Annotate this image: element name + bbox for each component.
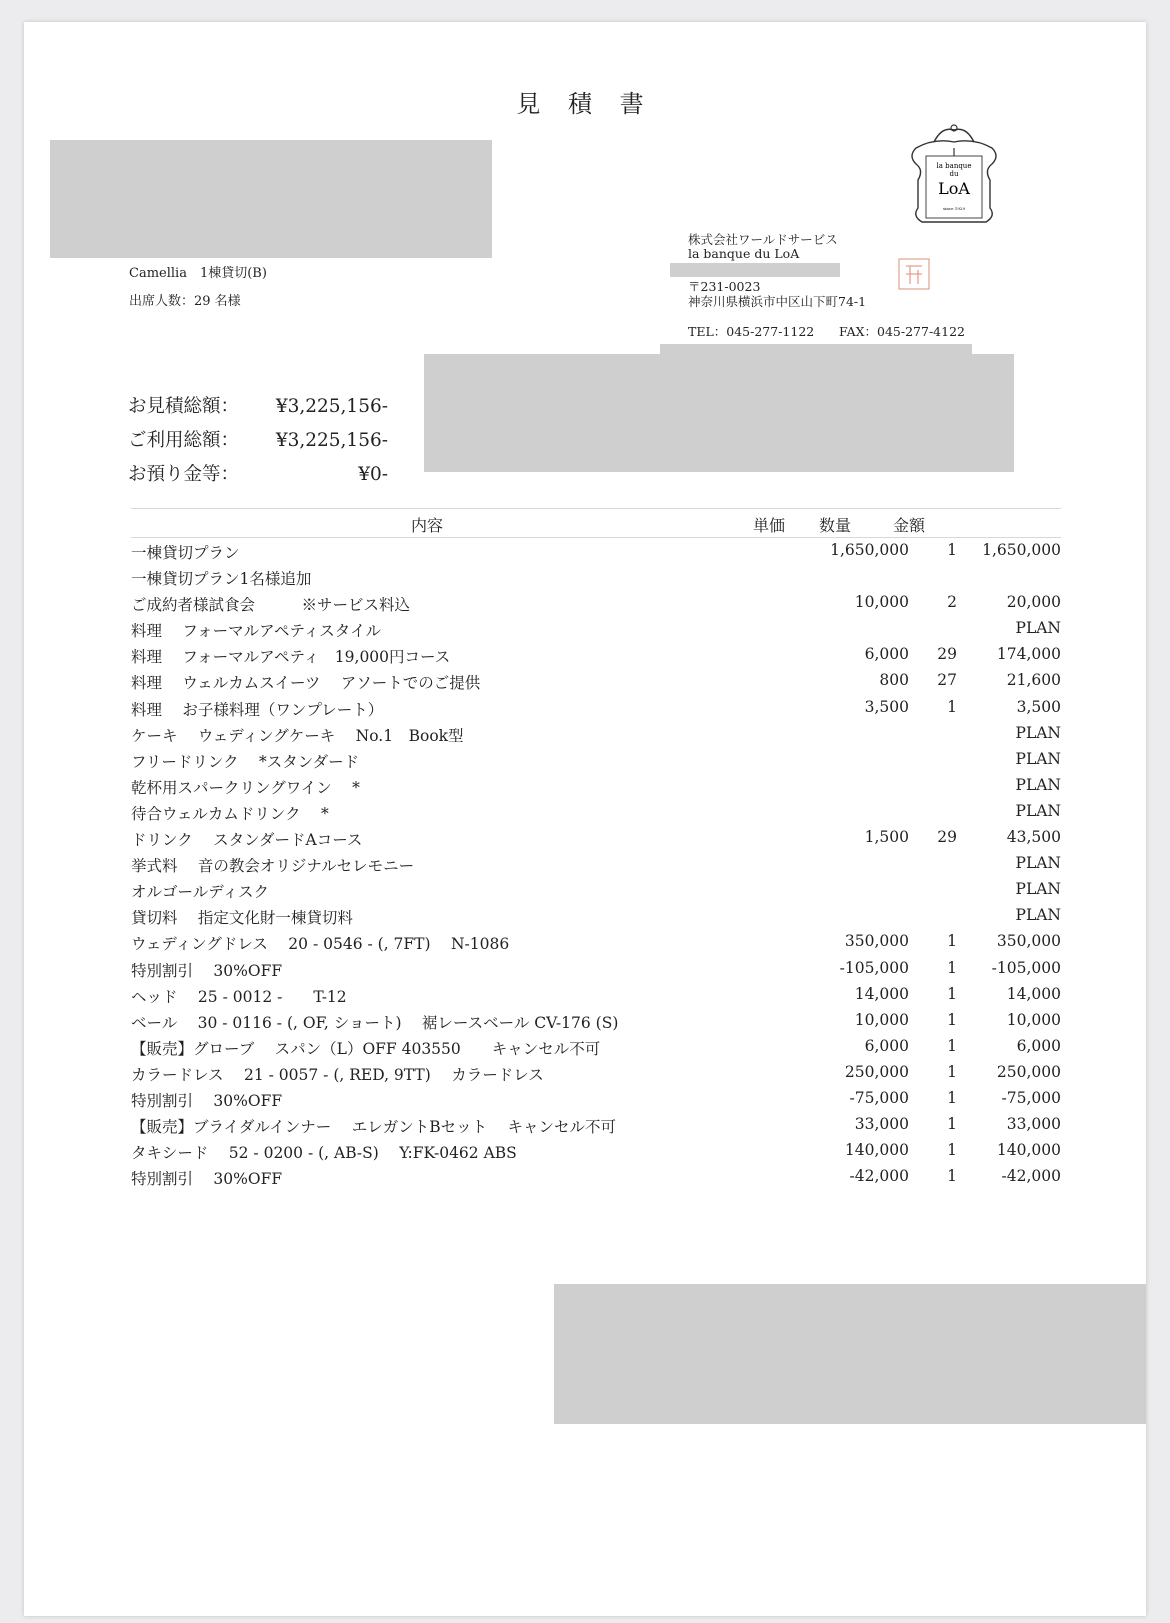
table-row bbox=[131, 1111, 1061, 1137]
table-row bbox=[131, 537, 1061, 563]
venue-name: la banque du LoA bbox=[688, 246, 800, 261]
table-row bbox=[131, 981, 1061, 1007]
company-seal bbox=[896, 256, 932, 292]
item-amount: 21,600 bbox=[1006, 671, 1061, 690]
table-row bbox=[131, 667, 1061, 693]
line-items bbox=[131, 537, 1061, 1189]
item-unit-price: 3,500 bbox=[864, 697, 909, 716]
item-description: ウェディングドレス 20 - 0546 - (, 7FT) N-1086 bbox=[131, 935, 510, 954]
attendee-count: 出席人数：29 名様 bbox=[129, 294, 241, 309]
table-row bbox=[131, 694, 1061, 720]
table-row bbox=[131, 1033, 1061, 1059]
logo-text-line2: du bbox=[949, 170, 959, 178]
item-description: ドリンク スタンダードAコース bbox=[131, 831, 363, 850]
item-unit-price: 10,000 bbox=[854, 1010, 909, 1029]
item-quantity: 1 bbox=[947, 1036, 957, 1055]
item-unit-price: -42,000 bbox=[849, 1167, 909, 1186]
company-address: 神奈川県横浜市中区山下町74-1 bbox=[688, 294, 867, 309]
estimate-total-value: ¥3,225,156- bbox=[275, 396, 388, 417]
item-quantity: 1 bbox=[947, 984, 957, 1003]
item-amount: 1,650,000 bbox=[982, 541, 1061, 559]
redacted-strip-right bbox=[660, 344, 972, 356]
company-name: 株式会社ワールドサービス bbox=[688, 232, 838, 247]
item-amount: 33,000 bbox=[1006, 1115, 1061, 1134]
table-row bbox=[131, 615, 1061, 641]
item-quantity: 1 bbox=[947, 1088, 957, 1107]
item-amount: -75,000 bbox=[1001, 1088, 1061, 1107]
item-description: 一棟貸切プラン1名様追加 bbox=[131, 570, 312, 589]
item-unit-price: -105,000 bbox=[839, 958, 909, 977]
item-unit-price: 33,000 bbox=[854, 1115, 909, 1134]
item-amount: 250,000 bbox=[996, 1062, 1061, 1081]
item-amount: 10,000 bbox=[1006, 1010, 1061, 1029]
crest-icon bbox=[904, 120, 1004, 232]
item-description: カラードレス 21 - 0057 - (, RED, 9TT) カラードレス bbox=[131, 1065, 544, 1084]
item-amount: PLAN bbox=[1015, 801, 1061, 820]
table-row bbox=[131, 589, 1061, 615]
item-quantity: 1 bbox=[947, 1062, 957, 1081]
item-amount: 14,000 bbox=[1006, 984, 1061, 1003]
redacted-block-customer bbox=[50, 140, 492, 258]
item-description: 乾杯用スパークリングワイン * bbox=[131, 778, 360, 797]
item-amount: 43,500 bbox=[1006, 828, 1061, 847]
plan-name: Camellia 1棟貸切(B) bbox=[129, 266, 267, 281]
item-amount: PLAN bbox=[1015, 880, 1061, 899]
item-description: 特別割引 30%OFF bbox=[131, 1091, 283, 1110]
item-description: オルゴールディスク bbox=[131, 883, 269, 902]
item-quantity: 1 bbox=[947, 1010, 957, 1029]
item-amount: 350,000 bbox=[996, 932, 1061, 951]
table-row bbox=[131, 1007, 1061, 1033]
deposit-total bbox=[128, 460, 388, 486]
item-description: 料理 フォーマルアペティ 19,000円コース bbox=[131, 648, 451, 667]
header-amount: 金額 bbox=[893, 516, 926, 535]
postal-code: 〒231-0023 bbox=[688, 279, 761, 294]
item-description: 待合ウェルカムドリンク * bbox=[131, 804, 329, 823]
item-unit-price: 350,000 bbox=[844, 932, 909, 951]
table-row bbox=[131, 928, 1061, 954]
header-qty: 数量 bbox=[819, 516, 852, 535]
item-quantity: 1 bbox=[947, 697, 957, 716]
item-unit-price: 800 bbox=[879, 671, 909, 690]
table-row bbox=[131, 1059, 1061, 1085]
deposit-value: ¥0- bbox=[358, 464, 388, 485]
item-amount: 3,500 bbox=[1016, 697, 1061, 716]
item-amount: PLAN bbox=[1015, 906, 1061, 925]
item-quantity: 2 bbox=[947, 593, 957, 612]
venue-logo bbox=[904, 120, 1004, 232]
item-description: ヘッド 25 - 0012 - T-12 bbox=[131, 987, 347, 1006]
item-description: ご成約者様試食会 ※サービス料込 bbox=[131, 596, 411, 615]
logo-text-line4: since 1929 bbox=[943, 206, 965, 211]
item-description: 料理 お子様料理（ワンプレート） bbox=[131, 700, 384, 719]
item-quantity: 1 bbox=[947, 1115, 957, 1134]
item-amount: PLAN bbox=[1015, 854, 1061, 873]
table-row bbox=[131, 1085, 1061, 1111]
document-page bbox=[24, 22, 1146, 1616]
item-description: ケーキ ウェディングケーキ No.1 Book型 bbox=[131, 726, 464, 745]
item-amount: -105,000 bbox=[991, 958, 1061, 977]
item-description: 挙式料 音の教会オリジナルセレモニー bbox=[131, 857, 415, 876]
header-desc: 内容 bbox=[411, 516, 444, 535]
item-unit-price: 250,000 bbox=[844, 1062, 909, 1081]
item-description: 一棟貸切プラン bbox=[131, 544, 240, 562]
item-unit-price: 14,000 bbox=[854, 984, 909, 1003]
table-row bbox=[131, 824, 1061, 850]
table-row bbox=[131, 876, 1061, 902]
item-unit-price: 6,000 bbox=[864, 645, 909, 664]
item-amount: PLAN bbox=[1015, 775, 1061, 794]
table-row bbox=[131, 1137, 1061, 1163]
usage-total bbox=[128, 426, 388, 452]
table-row bbox=[131, 850, 1061, 876]
header-price: 単価 bbox=[753, 516, 786, 535]
item-description: ベール 30 - 0116 - (, OF, ショート) 裾レースベール CV-176 (S) bbox=[131, 1013, 619, 1032]
usage-total-label: ご利用総額： bbox=[128, 430, 240, 451]
logo-text-line1: la banque bbox=[936, 162, 972, 170]
item-amount: PLAN bbox=[1015, 619, 1061, 638]
item-unit-price: 1,500 bbox=[864, 828, 909, 847]
table-row bbox=[131, 720, 1061, 746]
item-description: フリードリンク *スタンダード bbox=[131, 752, 360, 771]
item-quantity: 1 bbox=[947, 932, 957, 951]
item-quantity: 1 bbox=[947, 541, 957, 559]
item-amount: 6,000 bbox=[1016, 1036, 1061, 1055]
logo-text-line3: LoA bbox=[938, 179, 970, 198]
estimate-total bbox=[128, 392, 388, 418]
item-unit-price: 10,000 bbox=[854, 593, 909, 612]
item-description: 【販売】ブライダルインナー エレガントBセット キャンセル不可 bbox=[131, 1118, 617, 1137]
item-description: タキシード 52 - 0200 - (, AB-S) Y:FK-0462 ABS bbox=[131, 1144, 517, 1163]
item-unit-price: 6,000 bbox=[864, 1036, 909, 1055]
estimate-total-label: お見積総額： bbox=[128, 396, 240, 417]
table-row bbox=[131, 746, 1061, 772]
item-unit-price: -75,000 bbox=[849, 1088, 909, 1107]
item-quantity: 1 bbox=[947, 1167, 957, 1186]
item-quantity: 1 bbox=[947, 1141, 957, 1160]
item-quantity: 27 bbox=[937, 671, 957, 690]
item-description: 料理 フォーマルアペティスタイル bbox=[131, 622, 381, 641]
item-unit-price: 140,000 bbox=[844, 1141, 909, 1160]
table-row bbox=[131, 772, 1061, 798]
item-unit-price: 1,650,000 bbox=[830, 541, 909, 559]
table-row bbox=[131, 563, 1061, 589]
company-fax: FAX：045-277-4122 bbox=[839, 324, 965, 339]
table-row bbox=[131, 902, 1061, 928]
item-description: 貸切料 指定文化財一棟貸切料 bbox=[131, 909, 353, 928]
table-header bbox=[131, 508, 1061, 538]
table-row bbox=[131, 798, 1061, 824]
item-description: 料理 ウェルカムスイーツ アソートでのご提供 bbox=[131, 674, 481, 693]
item-amount: 140,000 bbox=[996, 1141, 1061, 1160]
redacted-block-right bbox=[424, 354, 1014, 472]
redacted-line-company bbox=[670, 263, 840, 277]
table-row bbox=[131, 955, 1061, 981]
company-tel: TEL：045-277-1122 bbox=[688, 324, 815, 339]
document-title: 見 積 書 bbox=[516, 90, 654, 118]
redacted-block-bottom bbox=[554, 1284, 1146, 1424]
table-row bbox=[131, 1163, 1061, 1189]
usage-total-value: ¥3,225,156- bbox=[275, 430, 388, 451]
item-description: 特別割引 30%OFF bbox=[131, 1170, 283, 1189]
item-quantity: 29 bbox=[937, 828, 957, 847]
item-amount: 174,000 bbox=[996, 645, 1061, 664]
item-quantity: 29 bbox=[937, 645, 957, 664]
item-quantity: 1 bbox=[947, 958, 957, 977]
item-amount: PLAN bbox=[1015, 723, 1061, 742]
item-description: 【販売】グローブ スパン（L）OFF 403550 キャンセル不可 bbox=[131, 1039, 601, 1058]
item-amount: 20,000 bbox=[1006, 593, 1061, 612]
item-description: 特別割引 30%OFF bbox=[131, 961, 283, 980]
table-row bbox=[131, 641, 1061, 667]
item-amount: -42,000 bbox=[1001, 1167, 1061, 1186]
deposit-label: お預り金等： bbox=[128, 464, 240, 485]
item-amount: PLAN bbox=[1015, 749, 1061, 768]
